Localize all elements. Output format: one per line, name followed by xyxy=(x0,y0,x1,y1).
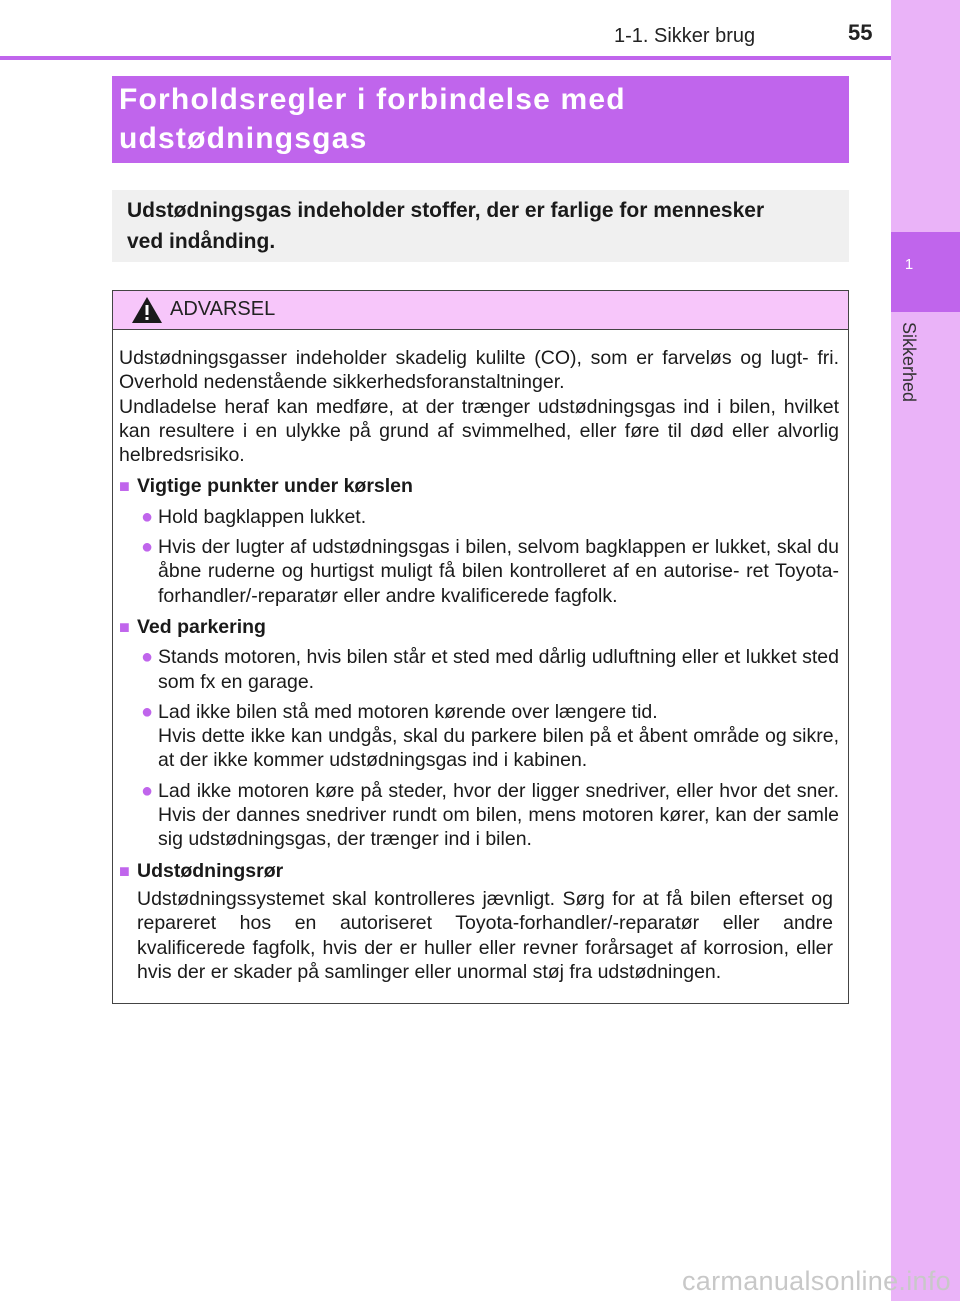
page-title-line-1: Forholdsregler i forbindelse med xyxy=(119,83,626,116)
round-bullet-icon: ● xyxy=(141,536,154,559)
section-reference: 1-1. Sikker brug xyxy=(614,25,756,47)
list-item xyxy=(119,700,839,773)
page-number: 55 xyxy=(848,20,873,45)
list-item-line: Hvis dette ikke kan undgås, skal du parkere bilen på et åbent område og xyxy=(158,725,787,748)
paragraph-line: Udstødningssystemet skal kontrolleres jævnligt. Sørg for at få bilen efterset xyxy=(137,887,804,910)
list-item-text xyxy=(158,505,839,529)
list-item-line: sted som fx en garage. xyxy=(158,646,839,693)
list-item xyxy=(119,779,839,852)
watermark: carmanualsonline.info xyxy=(682,1266,951,1296)
paragraph-line: kvalificerede fagfolk, hvis der er huller eller revner forårsaget af korrosion, xyxy=(137,936,790,959)
section-heading-exhaust-pipe xyxy=(119,859,839,883)
warning-intro-line: Udstødningsgasser indeholder skadelig kulilte (CO), som er farveløs og lugt- xyxy=(119,347,809,369)
paragraph-line: og repareret hos en autoriseret Toyota-forhandler/-reparatør eller andre xyxy=(137,887,833,935)
paragraph-line: eller hvis der er skader på samlinger eller unormal støj fra udstødningen. xyxy=(137,936,833,983)
side-tab-strip xyxy=(891,0,960,1301)
chapter-name-label: Sikkerhed xyxy=(899,322,919,403)
warning-triangle-icon xyxy=(131,296,163,324)
list-item-line: Hvis der lugter af udstødningsgas i bilen, selvom bagklappen er lukket, xyxy=(158,536,772,559)
warning-intro xyxy=(119,346,839,467)
intro-line-1: Udstødningsgas indeholder stoffer, der er farlige for mennesker xyxy=(127,199,765,222)
round-bullet-icon: ● xyxy=(141,779,154,802)
intro-box xyxy=(112,190,849,262)
list-item-line: Lad ikke motoren køre på steder, hvor der ligger snedriver, eller hvor det xyxy=(158,779,791,802)
square-bullet-icon: ■ xyxy=(119,616,130,637)
list-item-line: sikre, at der ikke kommer udstødningsgas ind i kabinen. xyxy=(158,725,839,772)
round-bullet-icon: ● xyxy=(141,505,154,528)
list-item-text xyxy=(158,779,839,852)
list-item-line: Lad ikke bilen stå med motoren kørende over længere tid. xyxy=(158,700,658,723)
warning-header xyxy=(113,291,848,330)
warning-intro-line: hvilket kan resultere i en ulykke på grund af svimmelhed, eller føre til død eller xyxy=(119,395,839,442)
list-item-line: Hold bagklappen lukket. xyxy=(158,505,367,528)
chapter-name xyxy=(898,322,922,422)
warning-label: ADVARSEL xyxy=(170,298,276,320)
page-title-box xyxy=(112,76,849,163)
list-item-line: sner. Hvis der dannes snedriver rundt om bilen, mens motoren kører, kan xyxy=(158,779,840,827)
section-heading-text: Vigtige punkter under kørslen xyxy=(137,475,413,498)
list-item xyxy=(119,535,839,608)
intro-line-2: ved indånding. xyxy=(127,230,276,253)
list-item-line: Stands motoren, hvis bilen står et sted med dårlig udluftning eller et lukket xyxy=(158,646,797,669)
list-item xyxy=(119,645,839,694)
round-bullet-icon: ● xyxy=(141,646,154,669)
warning-intro-line: fri. Overhold nedenstående sikkerhedsforanstaltninger. xyxy=(119,347,840,394)
intro-text xyxy=(127,195,839,257)
section-heading-parking xyxy=(119,615,839,639)
section-heading-text: Udstødningsrør xyxy=(137,859,284,882)
round-bullet-icon: ● xyxy=(141,700,154,723)
list-item-line: der samle sig udstødningsgas, der trænger ind i bilen. xyxy=(158,804,839,851)
warning-body xyxy=(113,330,848,984)
list-item-line: ret Toyota-forhandler/-reparatør eller andre kvalificerede fagfolk. xyxy=(158,560,839,607)
warning-intro-line: Undladelse heraf kan medføre, at der trænger udstødningsgas ind i bilen, xyxy=(119,395,776,418)
list-item-text xyxy=(158,645,839,694)
list-item-text xyxy=(158,535,839,608)
warning-intro-line: alvorlig helbredsrisiko. xyxy=(119,419,839,467)
warning-box xyxy=(112,290,849,1004)
list-item xyxy=(119,505,839,529)
square-bullet-icon: ■ xyxy=(119,860,130,881)
page-title xyxy=(119,80,849,158)
header-rule xyxy=(0,56,891,60)
chapter-number: 1 xyxy=(904,256,914,273)
page-title-line-2: udstødningsgas xyxy=(119,122,368,155)
square-bullet-icon: ■ xyxy=(119,476,130,497)
section-heading-text: Ved parkering xyxy=(137,615,266,638)
exhaust-pipe-paragraph xyxy=(119,887,839,984)
list-item-line: skal du åbne ruderne og hurtigst muligt få bilen kontrolleret af en autorise- xyxy=(158,536,839,583)
section-heading-driving xyxy=(119,474,839,498)
list-item-text xyxy=(158,700,839,773)
